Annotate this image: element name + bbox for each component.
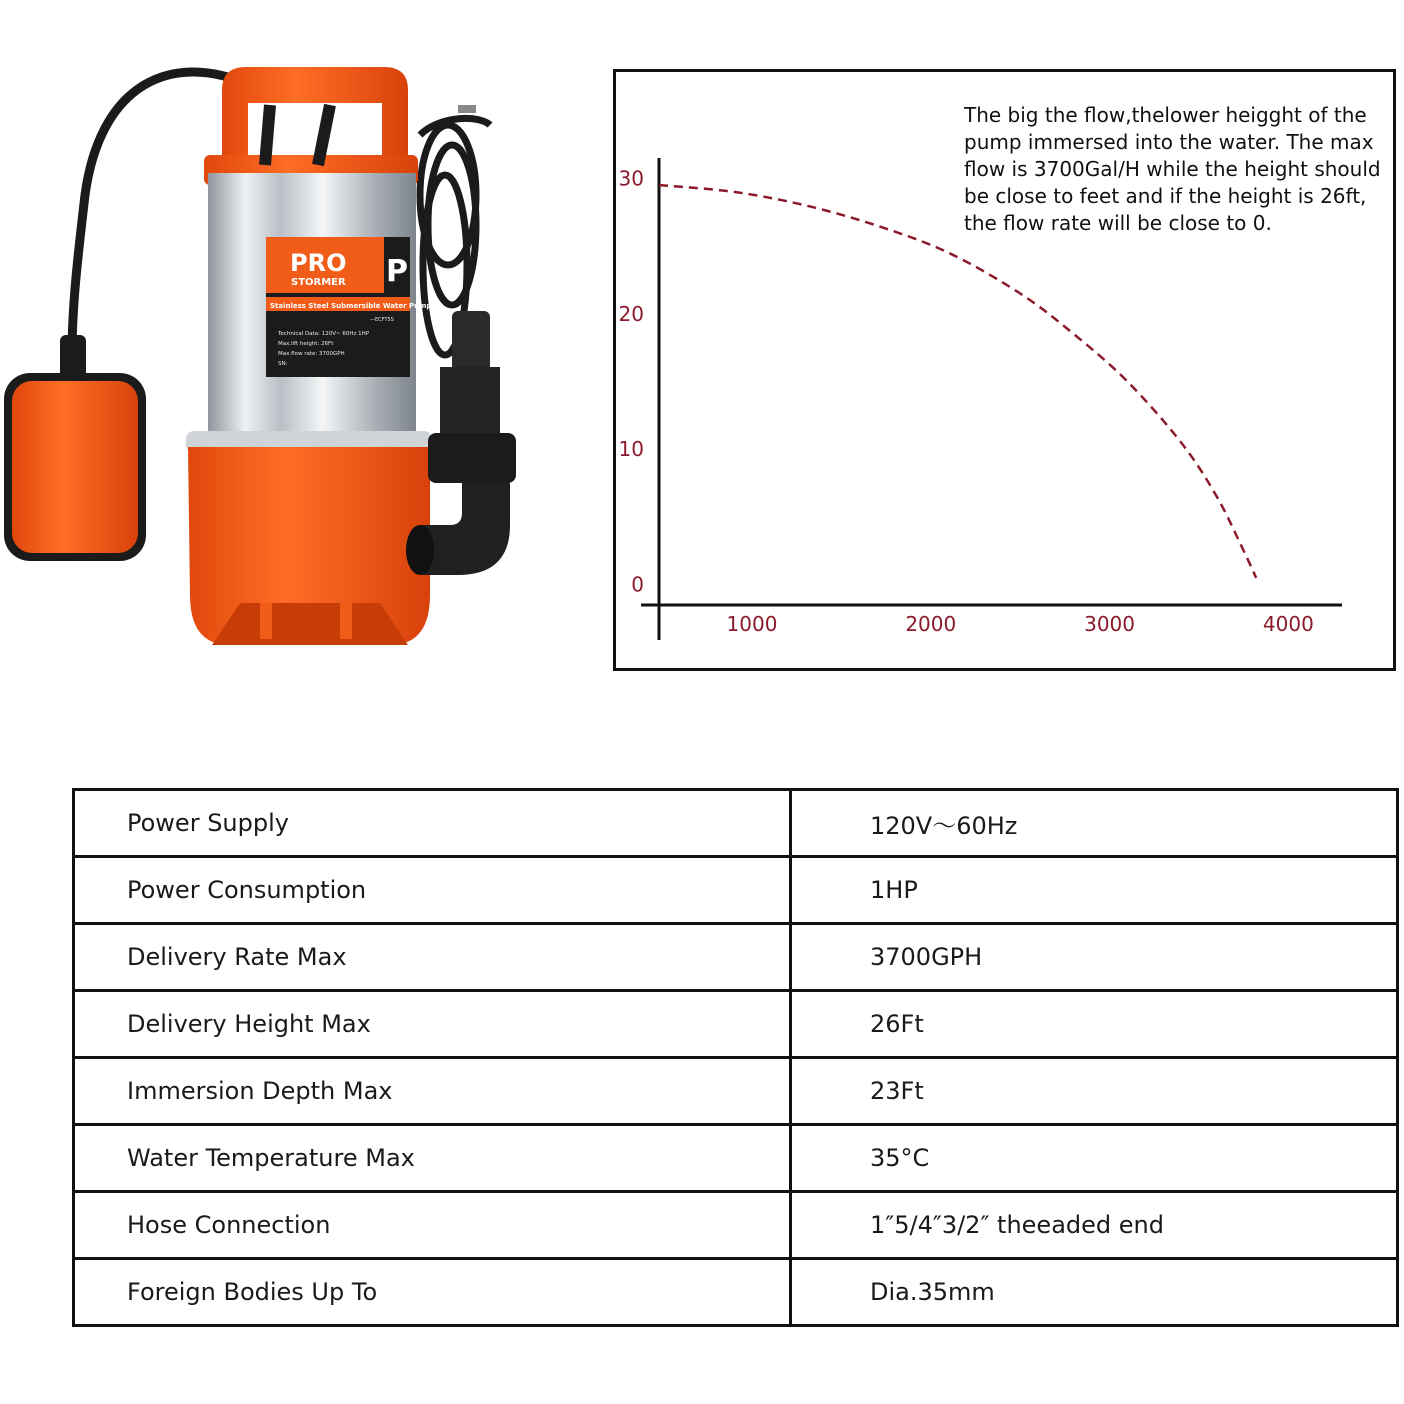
spec-value: Dia.35mm — [791, 1259, 1398, 1326]
flow-height-chart — [613, 69, 1396, 671]
brand-line2: STORMER — [291, 277, 346, 288]
label-spec-4: SN: — [278, 361, 288, 367]
spec-value: 35°C — [791, 1125, 1398, 1192]
y-tick-label: 20 — [618, 301, 644, 326]
spec-row — [74, 1259, 1398, 1326]
spec-row — [74, 1125, 1398, 1192]
x-tick-label: 3000 — [1084, 612, 1136, 636]
x-tick-label: 4000 — [1262, 612, 1314, 636]
label-model: —ECFT5S — [370, 317, 394, 323]
label-spec-1: Technical Data: 120V~ 60Hz 1HP — [278, 331, 370, 337]
spec-value: 120V～60Hz — [791, 790, 1398, 857]
submersible-pump-illustration — [0, 55, 540, 665]
spec-row — [74, 857, 1398, 924]
spec-value: 1HP — [791, 857, 1398, 924]
spec-value: 1″5/4″3/2″ theeaded end — [791, 1192, 1398, 1259]
spec-label: Power Consumption — [74, 857, 791, 924]
brand-line1: PRO — [290, 249, 347, 277]
y-tick-label: 10 — [618, 437, 644, 462]
y-tick-label: 0 — [631, 572, 644, 597]
spec-row — [74, 1192, 1398, 1259]
spec-row — [74, 790, 1398, 857]
label-spec-2: Max.lift height: 26Ft — [278, 341, 334, 347]
label-strip: Stainless Steel Submersible Water Pump — [270, 302, 432, 310]
brand-mark: P — [386, 254, 408, 289]
spec-label: Water Temperature Max — [74, 1125, 791, 1192]
spec-row — [74, 991, 1398, 1058]
spec-table — [72, 788, 1399, 1327]
product-image — [0, 55, 540, 665]
spec-row — [74, 924, 1398, 991]
spec-value: 23Ft — [791, 1058, 1398, 1125]
spec-label: Hose Connection — [74, 1192, 791, 1259]
y-tick-label: 30 — [618, 166, 644, 191]
spec-label: Immersion Depth Max — [74, 1058, 791, 1125]
spec-label: Power Supply — [74, 790, 791, 857]
chart-note: The big the flow,thelower heigght of the pump immersed into the water. The max flow is 3700Gal/H while the height should be close to feet and if the height is 26ft, the flow rate will be close to 0. — [964, 103, 1381, 235]
spec-value: 26Ft — [791, 991, 1398, 1058]
spec-value: 3700GPH — [791, 924, 1398, 991]
spec-label: Delivery Rate Max — [74, 924, 791, 991]
flow-curve — [659, 185, 1256, 578]
x-tick-label: 2000 — [905, 612, 957, 636]
spec-row — [74, 1058, 1398, 1125]
x-tick-label: 1000 — [726, 612, 778, 636]
spec-label: Foreign Bodies Up To — [74, 1259, 791, 1326]
spec-label: Delivery Height Max — [74, 991, 791, 1058]
label-spec-3: Max.flow rate: 3700GPH — [278, 351, 345, 357]
